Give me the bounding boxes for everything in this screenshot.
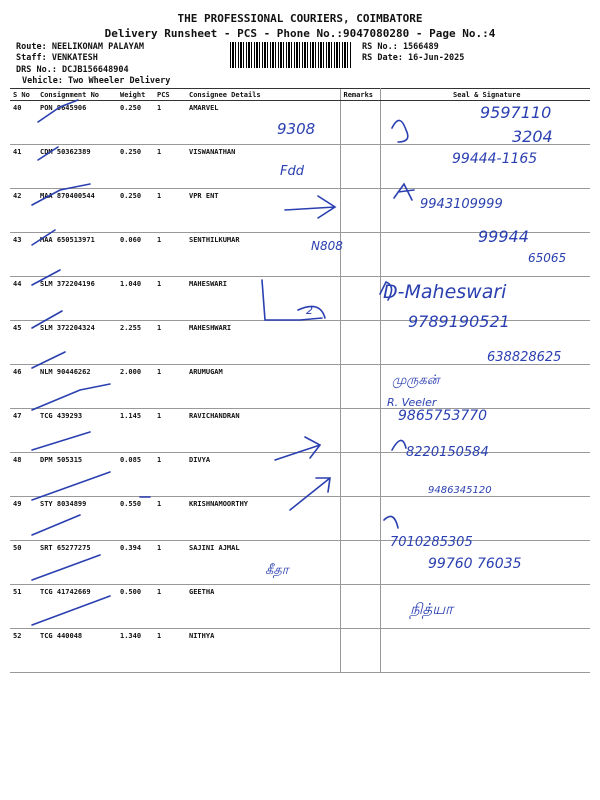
table-row — [10, 629, 590, 673]
table-row — [10, 189, 590, 233]
cell-consignment: SRT 65277275 — [37, 541, 117, 585]
hw-41-phone: 99444-1165 — [452, 151, 538, 167]
hw-40-phone2: 3204 — [512, 127, 553, 146]
cell-sno: 44 — [10, 277, 37, 321]
cell-consignee: VISWANATHAN — [186, 145, 340, 189]
cell-signature — [380, 277, 590, 321]
cell-consignment: SLM 372204196 — [37, 277, 117, 321]
rs-number: RS No.: 1566489 — [362, 42, 439, 52]
cell-weight: 0.394 — [117, 541, 154, 585]
cell-consignment: PON 9645906 — [37, 101, 117, 145]
cell-weight: 0.500 — [117, 585, 154, 629]
cell-remarks — [340, 277, 380, 321]
col-consignment: Consignment No — [37, 89, 117, 101]
cell-pcs: 1 — [154, 277, 186, 321]
hw-45-phone: 9789190521 — [408, 312, 510, 331]
hw-43-phone: 99944 — [478, 227, 529, 246]
cell-signature — [380, 629, 590, 673]
cell-pcs: 1 — [154, 145, 186, 189]
document-title: THE PROFESSIONAL COURIERS, COIMBATORE — [177, 12, 423, 25]
hw-47-phone: 9865753770 — [398, 408, 488, 424]
table-row — [10, 453, 590, 497]
hw-42-phone: 9943109999 — [420, 197, 503, 212]
table-row — [10, 101, 590, 145]
cell-consignee: NITHYA — [186, 629, 340, 673]
cell-consignment: STY 8034899 — [37, 497, 117, 541]
cell-sno: 40 — [10, 101, 37, 145]
cell-signature — [380, 585, 590, 629]
drs-label: DRS No.: DCJB156648904 — [16, 65, 129, 75]
table-row — [10, 365, 590, 409]
hw-52-tamil: நித்யா — [410, 600, 453, 618]
cell-consignee: MAHESWARI — [186, 277, 340, 321]
cell-sno: 51 — [10, 585, 37, 629]
hw-44-name: D-Maheswari — [383, 281, 507, 303]
cell-pcs: 1 — [154, 629, 186, 673]
cell-sno: 45 — [10, 321, 37, 365]
cell-remarks — [340, 541, 380, 585]
table-row — [10, 321, 590, 365]
cell-sno: 46 — [10, 365, 37, 409]
cell-weight: 0.250 — [117, 101, 154, 145]
cell-consignment: MAA 870400544 — [37, 189, 117, 233]
cell-remarks — [340, 365, 380, 409]
cell-consignee: DIVYA — [186, 453, 340, 497]
cell-pcs: 1 — [154, 585, 186, 629]
staff-label: Staff: VENKATESH — [16, 53, 98, 63]
cell-pcs: 1 — [154, 321, 186, 365]
cell-sno: 48 — [10, 453, 37, 497]
cell-signature — [380, 101, 590, 145]
hw-43-phone2: 65065 — [528, 251, 567, 265]
table-row — [10, 585, 590, 629]
document-subtitle: Delivery Runsheet - PCS - Phone No.:9047080280 - Page No.:4 — [104, 27, 496, 40]
col-remarks: Remarks — [340, 89, 380, 101]
hw-40-note: 9308 — [277, 120, 316, 138]
cell-pcs: 1 — [154, 541, 186, 585]
cell-signature — [380, 365, 590, 409]
cell-consignee: KRISHNAMOORTHY — [186, 497, 340, 541]
route-label: Route: NEELIKONAM PALAYAM — [16, 42, 144, 52]
table-row — [10, 233, 590, 277]
cell-remarks — [340, 409, 380, 453]
cell-pcs: 1 — [154, 497, 186, 541]
cell-consignment: TCG 440048 — [37, 629, 117, 673]
cell-weight: 0.550 — [117, 497, 154, 541]
cell-pcs: 1 — [154, 101, 186, 145]
cell-sno: 52 — [10, 629, 37, 673]
table-row — [10, 277, 590, 321]
cell-consignee: AMARVEL — [186, 101, 340, 145]
cell-sno: 49 — [10, 497, 37, 541]
table-row — [10, 497, 590, 541]
cell-weight: 2.000 — [117, 365, 154, 409]
cell-remarks — [340, 189, 380, 233]
vehicle-label: Vehicle: Two Wheeler Delivery — [22, 76, 171, 86]
cell-consignment: TCG 439293 — [37, 409, 117, 453]
col-pcs: PCS — [154, 89, 186, 101]
cell-weight: 0.250 — [117, 189, 154, 233]
hw-43-note: N808 — [311, 239, 343, 253]
cell-signature — [380, 497, 590, 541]
table-row — [10, 541, 590, 585]
cell-sno: 43 — [10, 233, 37, 277]
cell-weight: 1.340 — [117, 629, 154, 673]
cell-signature — [380, 541, 590, 585]
hw-45-note: 2 — [306, 304, 313, 317]
cell-consignee: MAHESHWARI — [186, 321, 340, 365]
hw-49-phone: 9486345120 — [428, 485, 492, 496]
cell-remarks — [340, 321, 380, 365]
cell-weight: 0.060 — [117, 233, 154, 277]
cell-weight: 1.040 — [117, 277, 154, 321]
cell-sno: 41 — [10, 145, 37, 189]
cell-weight: 0.250 — [117, 145, 154, 189]
cell-pcs: 1 — [154, 233, 186, 277]
cell-remarks — [340, 453, 380, 497]
cell-sno: 42 — [10, 189, 37, 233]
cell-signature — [380, 145, 590, 189]
table-header-row — [10, 89, 590, 101]
col-weight: Weight — [117, 89, 154, 101]
col-consignee: Consignee Details — [186, 89, 340, 101]
cell-consignment: CDM 50362389 — [37, 145, 117, 189]
cell-weight: 0.085 — [117, 453, 154, 497]
table-row — [10, 409, 590, 453]
cell-signature — [380, 189, 590, 233]
rs-date: RS Date: 16-Jun-2025 — [362, 53, 465, 63]
barcode — [230, 42, 352, 68]
cell-consignment: TCG 41742669 — [37, 585, 117, 629]
cell-consignment: DPM 505315 — [37, 453, 117, 497]
cell-remarks — [340, 585, 380, 629]
table-row — [10, 145, 590, 189]
cell-weight: 2.255 — [117, 321, 154, 365]
hw-41-note: Fdd — [280, 164, 304, 179]
cell-remarks — [340, 101, 380, 145]
hw-40-phone: 9597110 — [480, 103, 552, 122]
cell-pcs: 1 — [154, 189, 186, 233]
cell-consignee: RAVICHANDRAN — [186, 409, 340, 453]
cell-consignment: SLM 372204324 — [37, 321, 117, 365]
hw-46-phone: 638828625 — [487, 350, 562, 365]
cell-pcs: 1 — [154, 365, 186, 409]
cell-signature — [380, 409, 590, 453]
cell-remarks — [340, 233, 380, 277]
cell-consignment: NLM 90446262 — [37, 365, 117, 409]
cell-pcs: 1 — [154, 453, 186, 497]
runsheet-table — [10, 88, 590, 673]
hw-51-tamil: கீதா — [265, 563, 289, 578]
cell-signature — [380, 233, 590, 277]
hw-51-phone: 99760 76035 — [428, 556, 522, 572]
cell-consignment: MAA 650513971 — [37, 233, 117, 277]
cell-consignee: ARUMUGAM — [186, 365, 340, 409]
hw-50-phone: 7010285305 — [390, 535, 473, 550]
cell-remarks — [340, 629, 380, 673]
cell-consignee: GEETHA — [186, 585, 340, 629]
cell-sno: 47 — [10, 409, 37, 453]
cell-remarks — [340, 497, 380, 541]
cell-signature — [380, 453, 590, 497]
cell-consignee: VPR ENT — [186, 189, 340, 233]
cell-consignee: SAJINI AJMAL — [186, 541, 340, 585]
col-signature: Seal & Signature — [380, 89, 590, 101]
cell-consignee: SENTHILKUMAR — [186, 233, 340, 277]
hw-46-tamil: முருகன் — [392, 373, 440, 388]
hw-47-name: R. Veeler — [387, 396, 437, 409]
cell-sno: 50 — [10, 541, 37, 585]
cell-weight: 1.145 — [117, 409, 154, 453]
col-sno: S No — [10, 89, 37, 101]
hw-48-phone: 8220150584 — [406, 445, 489, 460]
cell-signature — [380, 321, 590, 365]
cell-pcs: 1 — [154, 409, 186, 453]
cell-remarks — [340, 145, 380, 189]
